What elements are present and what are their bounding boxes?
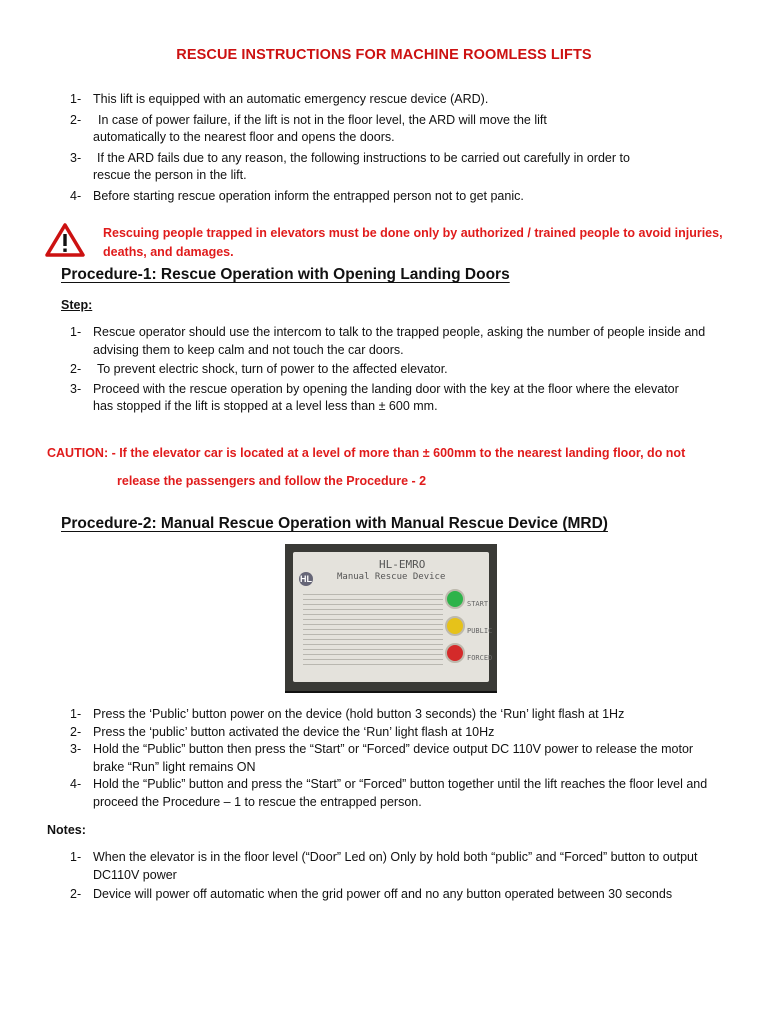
notes-list bbox=[0, 849, 710, 904]
device-panel bbox=[293, 552, 493, 682]
warning-text: Rescuing people trapped in elevators must be done only by authorized / trained people to avoid injuries, deaths, and damages. bbox=[103, 226, 723, 259]
warning-triangle-icon bbox=[45, 223, 85, 257]
device-instruction-text bbox=[303, 594, 443, 669]
procedure2-heading: Procedure-2: Manual Rescue Operation with Manual Rescue Device (MRD) bbox=[61, 515, 608, 532]
start-label: START bbox=[467, 600, 489, 608]
public-label: PUBLIC bbox=[467, 627, 493, 635]
list-item: 3- Hold the “Public” button then press the “Start” or “Forced” device output DC 110V power to release the motor brake “Run” light remains ON bbox=[70, 742, 694, 774]
public-button bbox=[445, 616, 465, 636]
list-item: 2- Device will power off automatic when the grid power off and no any button operated between 30 seconds bbox=[70, 887, 673, 901]
notes-label: Notes: bbox=[47, 823, 86, 837]
list-item: 1- This lift is equipped with an automatic emergency rescue device (ARD). bbox=[70, 92, 489, 106]
device-subtitle: Manual Rescue Device bbox=[337, 572, 446, 582]
start-button bbox=[445, 589, 465, 609]
device-logo: HL bbox=[300, 574, 312, 584]
list-item: 1- Press the ‘Public’ button power on the device (hold button 3 seconds) the ‘Run’ light flash at 1Hz bbox=[70, 707, 625, 721]
list-item: 3- If the ARD fails due to any reason, the following instructions to be carried out carefully in order to rescue the person in the lift. bbox=[70, 150, 630, 182]
list-item: 2- To prevent electric shock, turn of power to the affected elevator. bbox=[70, 362, 448, 376]
intro-list bbox=[0, 91, 700, 205]
manual-rescue-device-photo bbox=[285, 544, 497, 693]
caution-line-1: CAUTION: - If the elevator car is located at a level of more than ± 600mm to the nearest landing floor, do not bbox=[47, 446, 686, 460]
forced-button bbox=[445, 643, 465, 663]
procedure2-steps bbox=[0, 706, 710, 811]
list-item: 4- Hold the “Public” button and press the “Start” or “Forced” button together until the lift reaches the floor level and proceed the Procedure – 1 to rescue the entrapped person. bbox=[70, 777, 708, 809]
page-title: RESCUE INSTRUCTIONS FOR MACHINE ROOMLESS LIFTS bbox=[176, 47, 592, 63]
procedure1-steps bbox=[0, 324, 730, 416]
list-item: 2- Press the ‘public’ button activated the device the ‘Run’ light flash at 10Hz bbox=[70, 724, 495, 739]
list-item: 2- In case of power failure, if the lift is not in the floor level, the ARD will move the lift automatically to the nearest floor and opens the doors. bbox=[70, 112, 547, 144]
list-item: 1- Rescue operator should use the intercom to talk to the trapped people, asking the number of people inside and advising them to keep calm and not touch the car doors. bbox=[70, 325, 706, 357]
caution-line-2: release the passengers and follow the Procedure - 2 bbox=[117, 474, 427, 488]
forced-label: FORCED bbox=[467, 654, 493, 662]
list-item: 4- Before starting rescue operation inform the entrapped person not to get panic. bbox=[70, 188, 524, 203]
list-item: 3- Proceed with the rescue operation by opening the landing door with the key at the floor where the elevator has stopped if the lift is stopped at a level less than ± 600 mm. bbox=[70, 381, 679, 413]
step-label: Step: bbox=[61, 298, 93, 312]
procedure1-heading: Procedure-1: Rescue Operation with Opening Landing Doors bbox=[61, 266, 510, 283]
device-brand: HL-EMRO bbox=[379, 558, 426, 571]
list-item: 1- When the elevator is in the floor level (“Door” Led on) Only by hold both “public” and “Forced” button to output DC110V power bbox=[70, 850, 698, 882]
